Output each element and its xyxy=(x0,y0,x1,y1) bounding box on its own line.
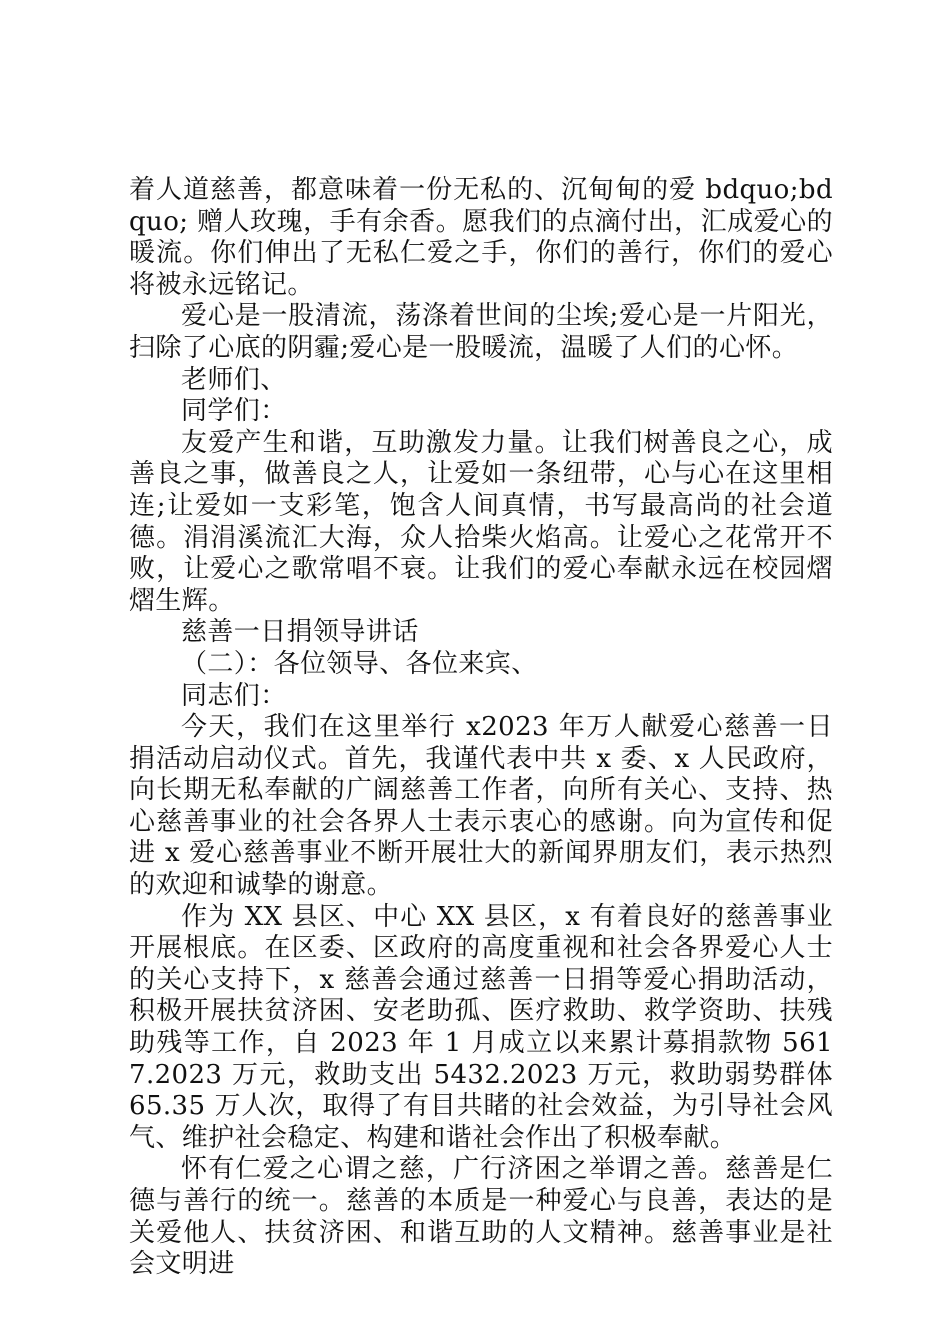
paragraph-3: 老师们、 xyxy=(181,364,287,395)
paragraph-11: 怀有仁爱之心谓之慈，广行济困之举谓之善。慈善是仁德与善行的统一。慈善的本质是一种爱心与良善，表达的是关爱他人、扶贫济困、和谐互助的人文精神。慈善事业是社会文明进 xyxy=(129,1154,833,1280)
paragraph-4: 同学们： xyxy=(181,396,287,427)
paragraph-2: 爱心是一股清流，荡涤着世间的尘埃;爱心是一片阳光，扫除了心底的阴霾;爱心是一股暖流，温暖了人们的心怀。 xyxy=(129,301,833,363)
paragraph-7: （二）：各位领导、各位来宾、 xyxy=(181,648,538,679)
document-body xyxy=(129,175,833,1281)
section-heading: 慈善一日捐领导讲话 xyxy=(181,617,419,648)
paragraph-1: 着人道慈善，都意味着一份无私的、沉甸甸的爱 bdquo;bdquo; 赠人玫瑰，手有余香。愿我们的点滴付出，汇成爱心的暖流。你们伸出了无私仁爱之手，你们的善行，你们的爱心将被永远铭记。 xyxy=(129,175,833,300)
paragraph-10: 作为 XX 县区、中心 XX 县区，x 有着良好的慈善事业开展根底。在区委、区政府的高度重视和社会各界爱心人士的关心支持下，x 慈善会通过慈善一日捐等爱心捐助活动，积极开展扶贫济困、安老助孤、医疗救助、救学资助、扶残助残等工作，自 2023 年 1 月成立以来累计募捐款物 5617.2023 万元，救助支出 5432.2023 万元，救助弱势群体 65.35 万人次，取得了有目共睹的社会效益，为引导社会风气、维护社会稳定、构建和谐社会作出了积极奉献。 xyxy=(129,901,833,1153)
paragraph-9: 今天，我们在这里举行 x2023 年万人献爱心慈善一日捐活动启动仪式。首先，我谨代表中共 x 委、x 人民政府，向长期无私奉献的广阔慈善工作者，向所有关心、支持、热心慈善事业的社会各界人士表示衷心的感谢。向为宣传和促进 x 爱心慈善事业不断开展壮大的新闻界朋友们，表示热烈的欢迎和诚挚的谢意。 xyxy=(129,712,833,901)
paragraph-5: 友爱产生和谐，互助激发力量。让我们树善良之心，成善良之事，做善良之人，让爱如一条纽带，心与心在这里相连;让爱如一支彩笔，饱含人间真情，书写最高尚的社会道德。涓涓溪流汇大海，众人拾柴火焰高。让爱心之花常开不败，让爱心之歌常唱不衰。让我们的爱心奉献永远在校园熠熠生辉。 xyxy=(129,427,833,616)
paragraph-8: 同志们： xyxy=(181,680,287,711)
